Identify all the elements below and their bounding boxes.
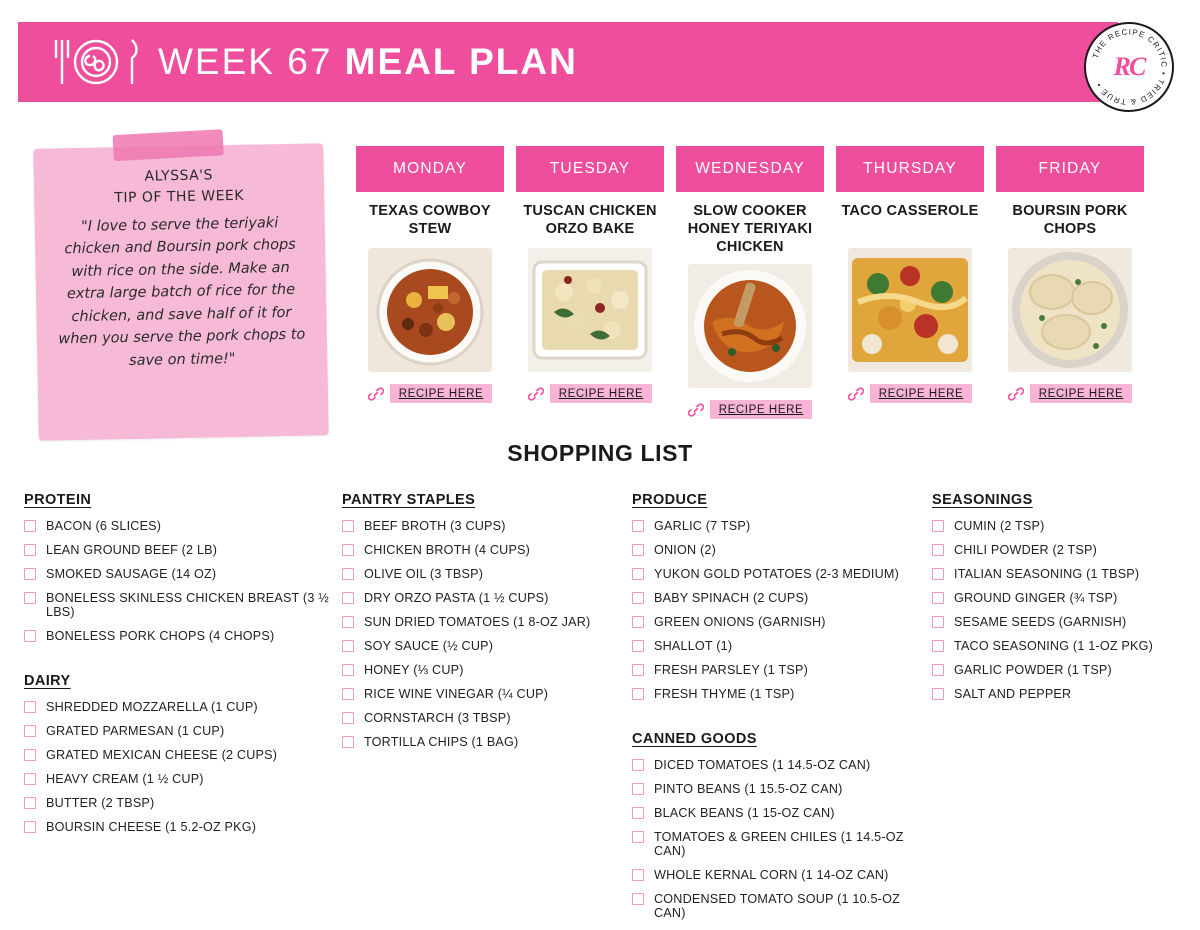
day-card-friday <box>996 146 1144 426</box>
list-item[interactable] <box>632 567 932 581</box>
item-label: TORTILLA CHIPS (1 BAG) <box>364 735 519 749</box>
item-label: OLIVE OIL (3 TBSP) <box>364 567 484 581</box>
item-label: WHOLE KERNAL CORN (1 14-OZ CAN) <box>654 868 889 882</box>
list-item[interactable] <box>632 892 932 920</box>
section-heading-seasonings: SEASONINGS <box>932 492 1033 508</box>
item-label: GRATED MEXICAN CHEESE (2 CUPS) <box>46 748 278 762</box>
list-item[interactable] <box>932 567 1182 581</box>
list-item[interactable] <box>632 830 932 858</box>
item-label: BLACK BEANS (1 15-OZ CAN) <box>654 806 835 820</box>
list-item[interactable] <box>932 663 1182 677</box>
item-label: FRESH THYME (1 TSP) <box>654 687 795 701</box>
checkbox[interactable] <box>342 688 354 700</box>
item-label: CONDENSED TOMATO SOUP (1 10.5-OZ CAN) <box>654 892 900 920</box>
svg-text:THE RECIPE CRITIC • TRIED & TR: THE RECIPE CRITIC • TRIED & TRUE • <box>1090 27 1169 107</box>
list-item[interactable] <box>24 820 342 834</box>
shopping-column-2 <box>342 492 632 930</box>
item-label: CHICKEN BROTH (4 CUPS) <box>364 543 531 557</box>
recipe-link-monday[interactable]: RECIPE HERE <box>390 384 493 403</box>
item-label: BACON (6 SLICES) <box>46 519 162 533</box>
checkbox[interactable] <box>24 797 36 809</box>
item-label: SESAME SEEDS (GARNISH) <box>954 615 1127 629</box>
day-badge-tuesday: TUESDAY <box>516 146 664 192</box>
item-list-protein <box>24 519 342 643</box>
day-card-tuesday <box>516 146 664 426</box>
checkbox[interactable] <box>932 520 944 532</box>
checkbox[interactable] <box>632 664 644 676</box>
page-title <box>158 41 578 83</box>
header-bar <box>18 22 1118 102</box>
link-icon <box>688 402 704 418</box>
tip-heading-line2: TIP OF THE WEEK <box>114 187 245 207</box>
page-title-main: MEAL PLAN <box>344 41 578 82</box>
recipe-photo-monday <box>368 248 492 372</box>
checkbox[interactable] <box>342 568 354 580</box>
item-label: DICED TOMATOES (1 14.5-OZ CAN) <box>654 758 871 772</box>
checkbox[interactable] <box>24 592 36 604</box>
tip-heading-line1: ALYSSA'S <box>144 167 214 185</box>
item-label: DRY ORZO PASTA (1 ½ CUPS) <box>364 591 549 605</box>
item-label: LEAN GROUND BEEF (2 LB) <box>46 543 218 557</box>
checkbox[interactable] <box>632 568 644 580</box>
day-badge-wednesday: WEDNESDAY <box>676 146 824 192</box>
list-item[interactable] <box>632 615 932 629</box>
logo-initials: RC <box>1113 52 1145 81</box>
checkbox[interactable] <box>24 725 36 737</box>
item-list-dairy <box>24 700 342 834</box>
list-item[interactable] <box>632 639 932 653</box>
checkbox[interactable] <box>24 749 36 761</box>
item-label: YUKON GOLD POTATOES (2-3 MEDIUM) <box>654 567 900 581</box>
tip-of-the-week-note <box>33 143 329 441</box>
checkbox[interactable] <box>24 520 36 532</box>
item-label: SHALLOT (1) <box>654 639 733 653</box>
recipe-link-wednesday[interactable]: RECIPE HERE <box>710 400 813 419</box>
item-label: BOURSIN CHEESE (1 5.2-OZ PKG) <box>46 820 257 834</box>
checkbox[interactable] <box>632 616 644 628</box>
list-item[interactable] <box>342 519 632 533</box>
checkbox[interactable] <box>24 544 36 556</box>
recipe-title-tuesday: TUSCAN CHICKEN ORZO BAKE <box>523 203 657 238</box>
item-label: RICE WINE VINEGAR (¼ CUP) <box>364 687 549 701</box>
recipe-link-row-thursday <box>836 384 984 403</box>
checkbox[interactable] <box>632 520 644 532</box>
list-item[interactable] <box>342 735 632 749</box>
checkbox[interactable] <box>932 616 944 628</box>
checkbox[interactable] <box>932 640 944 652</box>
list-item[interactable] <box>632 782 932 796</box>
link-icon <box>368 386 384 402</box>
list-item[interactable] <box>632 543 932 557</box>
list-item[interactable] <box>342 567 632 581</box>
item-label: ONION (2) <box>654 543 716 557</box>
item-label: HEAVY CREAM (1 ½ CUP) <box>46 772 204 786</box>
shopping-column-1 <box>24 492 342 930</box>
item-list-pantry <box>342 519 632 749</box>
checkbox[interactable] <box>342 664 354 676</box>
item-label: PINTO BEANS (1 15.5-OZ CAN) <box>654 782 843 796</box>
checkbox[interactable] <box>632 893 644 905</box>
brand-logo <box>1084 22 1174 112</box>
item-label: HONEY (⅓ CUP) <box>364 663 464 677</box>
item-label: SHREDDED MOZZARELLA (1 CUP) <box>46 700 258 714</box>
list-item[interactable] <box>342 591 632 605</box>
item-label: BUTTER (2 TBSP) <box>46 796 155 810</box>
checkbox[interactable] <box>342 712 354 724</box>
list-item[interactable] <box>632 687 932 701</box>
tip-body-text: "I love to serve the teriyaki chicken and Boursin pork chops with rice on the side. Make an extra large batch of rice for the chicken, and save half of it for when you serve the pork chops to save on time!" <box>58 215 306 369</box>
item-label: BONELESS SKINLESS CHICKEN BREAST (3 ½ LBS) <box>46 591 329 619</box>
recipe-link-row-wednesday <box>676 400 824 419</box>
recipe-link-friday[interactable]: RECIPE HERE <box>1030 384 1133 403</box>
recipe-link-row-monday <box>356 384 504 403</box>
item-label: CORNSTARCH (3 TBSP) <box>364 711 511 725</box>
checkbox[interactable] <box>342 616 354 628</box>
utensils-plate-icon <box>46 34 142 90</box>
link-icon <box>528 386 544 402</box>
list-item[interactable] <box>932 687 1182 701</box>
list-item[interactable] <box>24 591 342 619</box>
item-label: FRESH PARSLEY (1 TSP) <box>654 663 808 677</box>
list-item[interactable] <box>932 639 1182 653</box>
recipe-link-row-tuesday <box>516 384 664 403</box>
checkbox[interactable] <box>932 664 944 676</box>
item-label: GROUND GINGER (¾ TSP) <box>954 591 1118 605</box>
recipe-link-tuesday[interactable]: RECIPE HERE <box>550 384 653 403</box>
day-badge-friday: FRIDAY <box>996 146 1144 192</box>
item-label: BABY SPINACH (2 CUPS) <box>654 591 809 605</box>
item-label: SUN DRIED TOMATOES (1 8-OZ JAR) <box>364 615 591 629</box>
list-item[interactable] <box>932 591 1182 605</box>
list-item[interactable] <box>632 591 932 605</box>
item-list-seasonings <box>932 519 1182 701</box>
section-heading-produce: PRODUCE <box>632 492 708 508</box>
recipe-photo-thursday <box>848 248 972 372</box>
list-item[interactable] <box>342 687 632 701</box>
checkbox[interactable] <box>632 783 644 795</box>
item-label: GARLIC POWDER (1 TSP) <box>954 663 1112 677</box>
checkbox[interactable] <box>632 759 644 771</box>
checkbox[interactable] <box>932 568 944 580</box>
list-item[interactable] <box>342 663 632 677</box>
item-list-produce <box>632 519 932 701</box>
recipe-title-friday: BOURSIN PORK CHOPS <box>1012 203 1128 238</box>
checkbox[interactable] <box>632 688 644 700</box>
checkbox[interactable] <box>932 688 944 700</box>
day-badge-monday: MONDAY <box>356 146 504 192</box>
item-label: GARLIC (7 TSP) <box>654 519 751 533</box>
checkbox[interactable] <box>342 544 354 556</box>
section-heading-protein: PROTEIN <box>24 492 92 508</box>
recipe-photo-wednesday <box>688 264 812 388</box>
recipe-link-row-friday <box>996 384 1144 403</box>
shopping-column-4 <box>932 492 1182 930</box>
list-item[interactable] <box>632 519 932 533</box>
list-item[interactable] <box>24 724 342 738</box>
list-item[interactable] <box>24 748 342 762</box>
checkbox[interactable] <box>632 831 644 843</box>
item-label: ITALIAN SEASONING (1 TBSP) <box>954 567 1140 581</box>
page-title-week: WEEK 67 <box>158 41 345 82</box>
item-label: TOMATOES & GREEN CHILES (1 14.5-OZ CAN) <box>654 830 904 858</box>
recipe-title-monday: TEXAS COWBOY STEW <box>369 203 491 238</box>
section-heading-pantry-staples: PANTRY STAPLES <box>342 492 476 508</box>
section-heading-dairy: DAIRY <box>24 673 71 689</box>
list-item[interactable] <box>24 796 342 810</box>
logo-ring-text <box>1086 24 1172 110</box>
list-item[interactable] <box>632 868 932 882</box>
item-label: SOY SAUCE (½ CUP) <box>364 639 494 653</box>
list-item[interactable] <box>632 758 932 772</box>
checkbox[interactable] <box>24 630 36 642</box>
recipe-photo-tuesday <box>528 248 652 372</box>
checkbox[interactable] <box>932 592 944 604</box>
list-item[interactable] <box>24 543 342 557</box>
recipe-photo-friday <box>1008 248 1132 372</box>
weekday-cards <box>356 146 1164 426</box>
day-badge-thursday: THURSDAY <box>836 146 984 192</box>
item-label: BONELESS PORK CHOPS (4 CHOPS) <box>46 629 275 643</box>
checkbox[interactable] <box>932 544 944 556</box>
checkbox[interactable] <box>342 640 354 652</box>
item-label: GREEN ONIONS (GARNISH) <box>654 615 826 629</box>
list-item[interactable] <box>24 772 342 786</box>
checkbox[interactable] <box>632 640 644 652</box>
list-item[interactable] <box>342 543 632 557</box>
list-item[interactable] <box>24 700 342 714</box>
item-label: TACO SEASONING (1 1-OZ PKG) <box>954 639 1153 653</box>
shopping-list-title: SHOPPING LIST <box>507 440 693 466</box>
checkbox[interactable] <box>24 568 36 580</box>
list-item[interactable] <box>24 519 342 533</box>
item-label: GRATED PARMESAN (1 CUP) <box>46 724 225 738</box>
recipe-link-thursday[interactable]: RECIPE HERE <box>870 384 973 403</box>
day-card-thursday <box>836 146 984 426</box>
checkbox[interactable] <box>24 773 36 785</box>
checkbox[interactable] <box>632 544 644 556</box>
checkbox[interactable] <box>24 701 36 713</box>
list-item[interactable] <box>342 639 632 653</box>
list-item[interactable] <box>632 663 932 677</box>
list-item[interactable] <box>342 615 632 629</box>
list-item[interactable] <box>342 711 632 725</box>
section-heading-canned-goods: CANNED GOODS <box>632 731 757 747</box>
link-icon <box>1008 386 1024 402</box>
list-item[interactable] <box>932 519 1182 533</box>
shopping-list-columns <box>24 492 1184 930</box>
checkbox[interactable] <box>632 592 644 604</box>
checkbox[interactable] <box>342 592 354 604</box>
list-item[interactable] <box>632 806 932 820</box>
day-card-monday <box>356 146 504 426</box>
item-label: SMOKED SAUSAGE (14 OZ) <box>46 567 217 581</box>
item-label: CUMIN (2 TSP) <box>954 519 1045 533</box>
list-item[interactable] <box>932 615 1182 629</box>
day-card-wednesday <box>676 146 824 426</box>
recipe-title-thursday: TACO CASSEROLE <box>841 203 979 219</box>
recipe-title-wednesday: SLOW COOKER HONEY TERIYAKI CHICKEN <box>687 203 813 256</box>
checkbox[interactable] <box>632 869 644 881</box>
checkbox[interactable] <box>632 807 644 819</box>
item-label: CHILI POWDER (2 TSP) <box>954 543 1098 557</box>
link-icon <box>848 386 864 402</box>
item-label: SALT AND PEPPER <box>954 687 1072 701</box>
item-label: BEEF BROTH (3 CUPS) <box>364 519 506 533</box>
checkbox[interactable] <box>24 821 36 833</box>
list-item[interactable] <box>24 567 342 581</box>
item-list-canned-goods <box>632 758 932 920</box>
list-item[interactable] <box>24 629 342 643</box>
checkbox[interactable] <box>342 736 354 748</box>
checkbox[interactable] <box>342 520 354 532</box>
shopping-column-3 <box>632 492 932 930</box>
list-item[interactable] <box>932 543 1182 557</box>
